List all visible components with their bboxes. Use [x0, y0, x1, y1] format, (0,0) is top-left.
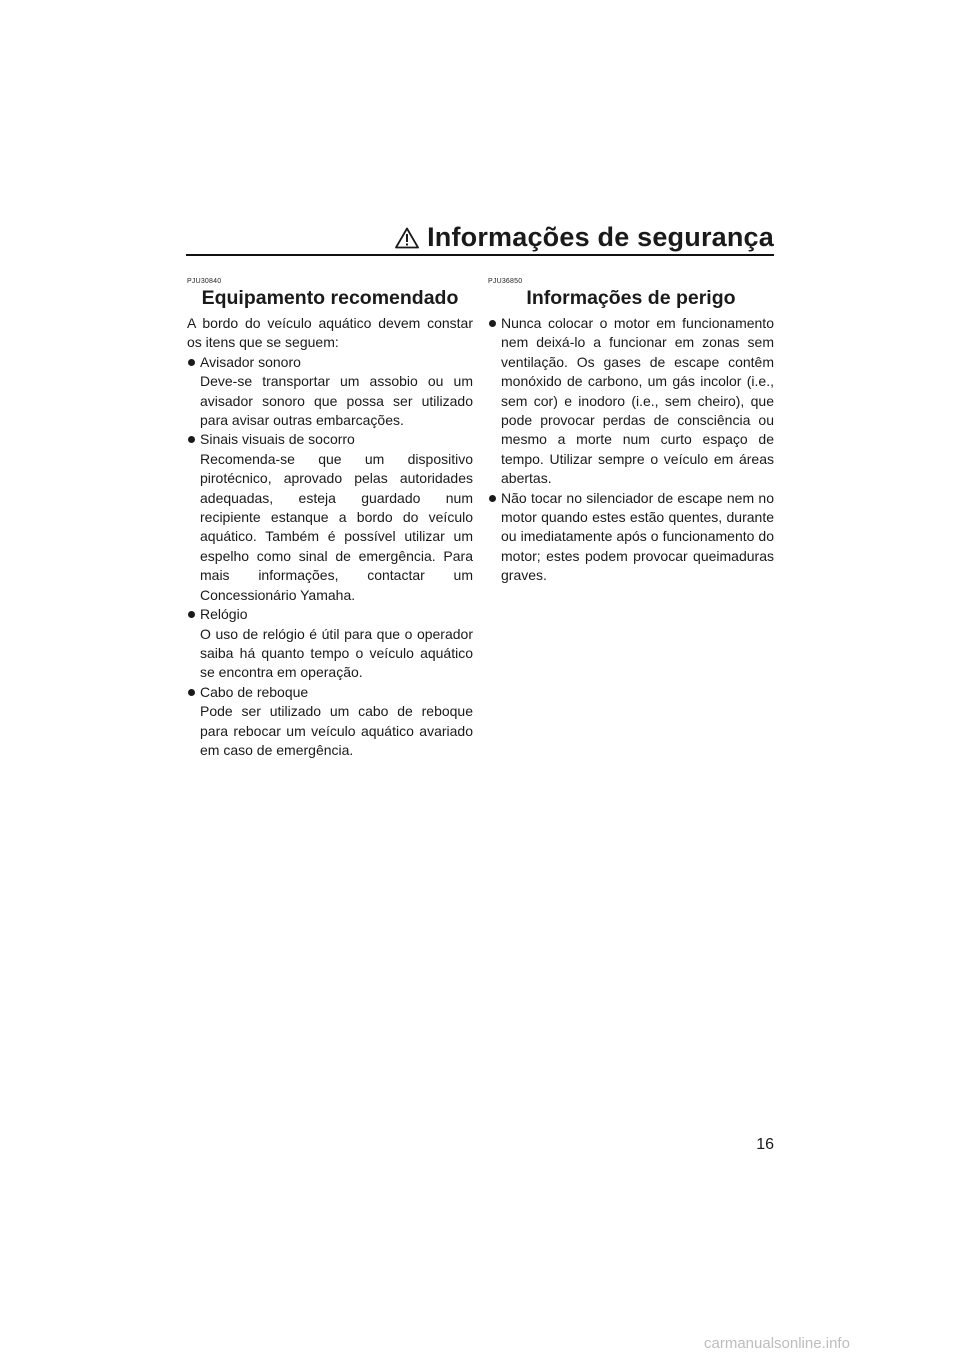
bullet-icon [188, 611, 195, 618]
item-text: Não tocar no silenciador de escape nem no motor quando estes estão quentes, durante ou imediatamente após o funcionamento do motor; estes podem provocar queimaduras graves. [501, 489, 774, 584]
section-title: Equipamento recomendado [201, 287, 459, 309]
section-code: PJU36850 [488, 278, 523, 285]
list-item [187, 430, 473, 605]
bullet-icon [489, 320, 496, 327]
header-title-wrap [395, 222, 774, 253]
section-hazard [488, 278, 774, 586]
page-header [186, 222, 774, 256]
list-item [187, 353, 473, 431]
item-text: Recomenda-se que um dispositivo pirotécnico, aprovado pelas autoridades adequadas, esteja guardado num recipiente estanque a bordo do veículo aquático. Também é possível utilizar um espelho como sinal de emergência. Para mais informações, contactar um Concessionário Yamaha. [200, 450, 473, 603]
item-text: Nunca colocar o motor em funcionamento nem deixá-lo a funcionar em zonas sem ventilação. Os gases de escape contêm monóxido de carbono, um gás incolor (i.e., sem cor) e inodoro (i.e., sem cheiro), que pode provocar perdas de consciência ou mesmo a morte num curto espaço de tempo. Utilizar sempre o veículo em áreas abertas. [501, 315, 774, 487]
bullet-icon [489, 495, 496, 502]
page-number: 16 [756, 1136, 774, 1153]
hazard-list [488, 314, 774, 586]
section-equipment [187, 278, 473, 760]
list-item [488, 314, 774, 489]
warning-triangle-icon [395, 227, 419, 249]
header-rule [186, 254, 774, 256]
item-title: Cabo de reboque [200, 683, 309, 700]
bullet-icon [188, 689, 195, 696]
section-code: PJU30840 [187, 278, 222, 285]
equipment-list [187, 353, 473, 761]
bullet-icon [188, 436, 195, 443]
item-title: Relógio [200, 606, 248, 623]
item-text: Deve-se transportar um assobio ou um avisador sonoro que possa ser utilizado para avisar outras embarcações. [200, 373, 473, 429]
watermark: carmanualsonline.info [704, 1335, 850, 1352]
bullet-icon [188, 359, 195, 366]
list-item [488, 489, 774, 586]
list-item [187, 605, 473, 683]
item-text: Pode ser utilizado um cabo de reboque para rebocar um veículo aquático avariado em caso de emergência. [200, 703, 473, 758]
item-title: Avisador sonoro [200, 353, 301, 370]
header-title: Informações de segurança [427, 222, 774, 252]
item-text: O uso de relógio é útil para que o operador saiba há quanto tempo o veículo aquático se encontra em operação. [200, 625, 473, 681]
item-title: Sinais visuais de socorro [200, 431, 355, 448]
list-item [187, 683, 473, 761]
section-title: Informações de perigo [526, 287, 736, 309]
section-intro: A bordo do veículo aquático devem constar os itens que se seguem: [187, 315, 473, 351]
